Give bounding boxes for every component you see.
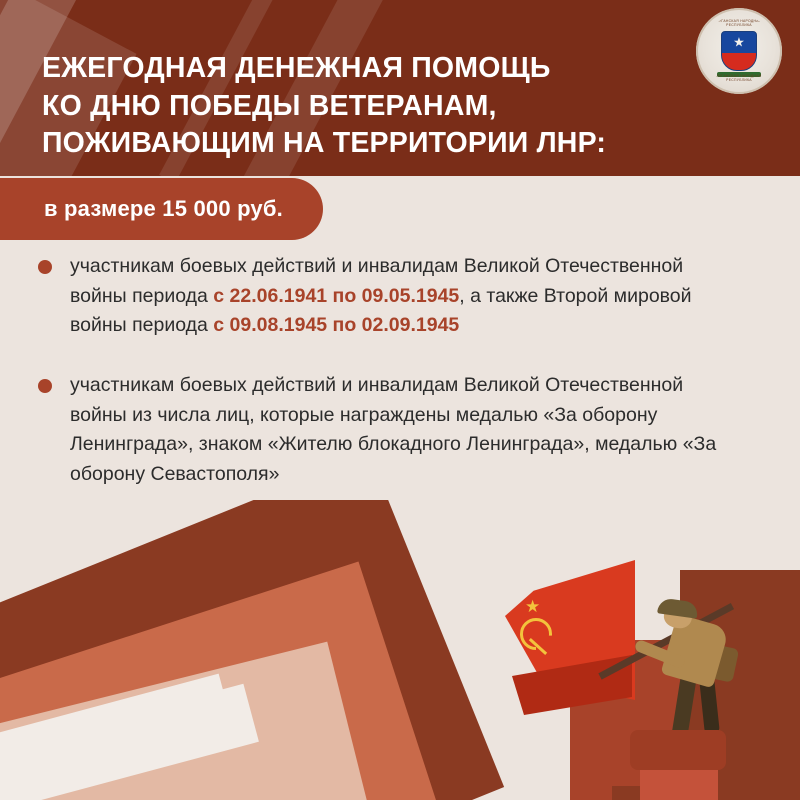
title-line-3: ПОЖИВАЮЩИМ НА ТЕРРИТОРИИ ЛНР: [42, 127, 607, 160]
amount-label: в размере 15 000 руб. [44, 196, 283, 221]
amount-badge [0, 178, 323, 240]
emblem-star-icon: ★ [733, 34, 745, 50]
pedestal-top-decor [630, 730, 726, 770]
bullet-dot-icon [38, 379, 52, 393]
bullet-text-1 [70, 252, 728, 341]
bullet-list [38, 252, 728, 519]
emblem-arc-bottom-text: ЛУГАНСКАЯ НАРОДНАЯ РЕСПУБЛИКА [716, 74, 762, 82]
bullet-text-2 [70, 371, 728, 490]
emblem-arc-top-text: ЛУГАНСКАЯ НАРОДНАЯ РЕСПУБЛИКА [716, 19, 762, 27]
flag-star-icon: ★ [525, 597, 541, 616]
bullet-text-run: участникам боевых действий и инвалидам Великой Отечественной войны периода [70, 255, 684, 307]
bullet-text-run: участникам боевых действий и инвалидам Великой Отечественной войны из числа лиц, которые награждены медалью «За оборону Ленинграда», знаком «Жителю блокадного Ленинграда», медалью «За оборону Севастополя» [70, 373, 717, 485]
title-line-1: ЕЖЕГОДНАЯ ДЕНЕЖНАЯ ПОМОЩЬ [42, 52, 551, 84]
list-item [38, 371, 728, 490]
bullet-dot-icon [38, 260, 52, 274]
highlighted-date: с 09.08.1945 по 02.09.1945 [213, 314, 460, 337]
bullet-text-run: , а также Второй мировой войны периода [70, 284, 692, 337]
list-item [38, 252, 728, 341]
title-line-2: КО ДНЮ ПОБЕДЫ ВЕТЕРАНАМ, [42, 89, 497, 122]
decorative-artwork [0, 500, 800, 800]
page-title [42, 50, 742, 163]
highlighted-date: с 22.06.1941 по 09.05.1945 [213, 284, 460, 307]
